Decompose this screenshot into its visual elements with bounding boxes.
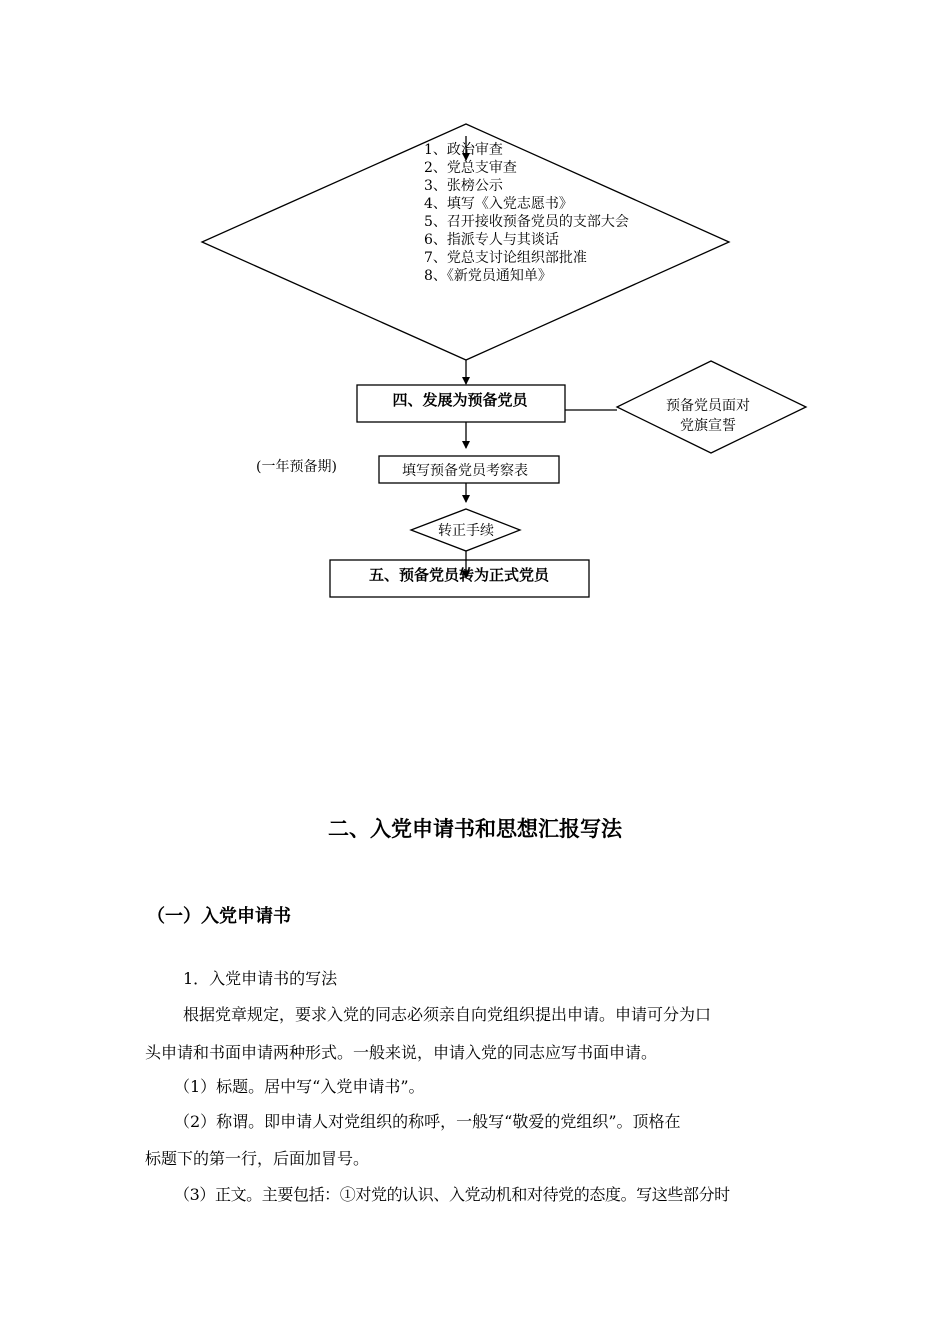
review-step: 3、张榜公示 (424, 178, 503, 194)
review-step: 1、政治审查 (424, 142, 503, 158)
paragraph-line: 根据党章规定，要求入党的同志必须亲自向党组织提出申请。申请可分为口 (183, 1005, 712, 1024)
review-step: 5、召开接收预备党员的支部大会 (424, 214, 629, 230)
paragraph-line: （1）标题。居中写“入党申请书”。 (174, 1077, 425, 1096)
paragraph-line: 标题下的第一行，后面加冒号。 (145, 1149, 370, 1168)
review-step: 4、填写《入党志愿书》 (424, 196, 573, 212)
stage5-label: 五、预备党员转为正式党员 (368, 566, 550, 584)
paragraph-heading: 1．入党申请书的写法 (183, 969, 338, 988)
review-step: 8、《新党员通知单》 (424, 268, 552, 284)
paragraph-line: （3）正文。主要包括：①对党的认识、入党动机和对待党的态度。写这些部分时 (174, 1185, 730, 1204)
subsection-title: （一）入党申请书 (147, 906, 291, 927)
paragraph-line: （2）称谓。即申请人对党组织的称呼，一般写“敬爱的党组织”。顶格在 (174, 1112, 681, 1131)
evaluation-form-label: 填写预备党员考察表 (402, 463, 528, 479)
review-steps-list (424, 141, 629, 284)
party-membership-flowchart (0, 0, 950, 620)
stage4-label: 四、发展为预备党员 (392, 391, 528, 409)
conversion-label: 转正手续 (438, 523, 494, 539)
probation-period-note: (一年预备期) (256, 459, 337, 475)
section-title: 二、入党申请书和思想汇报写法 (328, 817, 622, 841)
oath-label-line2: 党旗宣誓 (680, 418, 736, 434)
review-step: 2、党总支审查 (424, 160, 517, 176)
review-step: 7、党总支讨论组织部批准 (424, 250, 587, 266)
oath-label-line1: 预备党员面对 (666, 398, 750, 414)
paragraph-line: 头申请和书面申请两种形式。一般来说，申请入党的同志应写书面申请。 (145, 1043, 658, 1062)
review-step: 6、指派专人与其谈话 (424, 232, 559, 248)
